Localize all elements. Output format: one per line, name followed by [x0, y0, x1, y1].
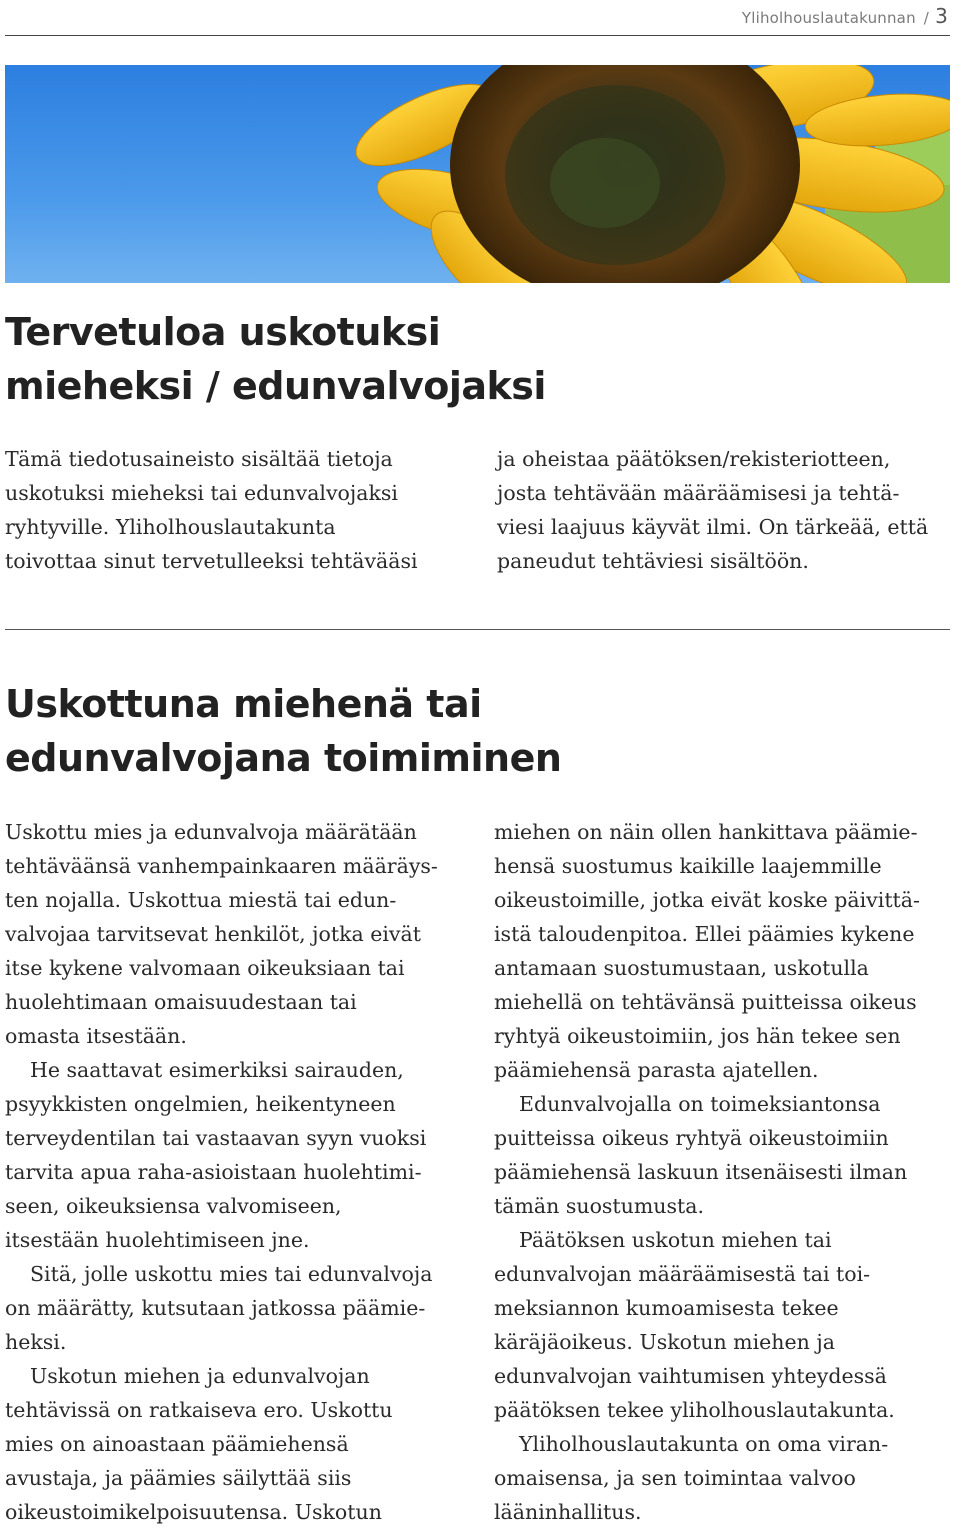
text-line: oikeustoimikelpoisuutensa. Uskotun	[5, 1500, 382, 1524]
section-heading-line2: edunvalvojana toimiminen	[5, 736, 562, 780]
text-line: itse kykene valvomaan oikeuksiaan tai	[5, 956, 405, 980]
text-line: psyykkisten ongelmien, heikentyneen	[5, 1092, 396, 1116]
text-line: tehtäväänsä vanhempainkaaren määräys-	[5, 854, 438, 878]
welcome-heading	[5, 305, 905, 413]
section-divider	[5, 629, 950, 630]
text-line: puitteissa oikeus ryhtyä oikeustoimiin	[494, 1126, 889, 1150]
text-line: päätöksen tekee yliholhouslautakunta.	[494, 1398, 895, 1422]
text-line: Tämä tiedotusaineisto sisältää tietoja	[5, 447, 393, 471]
text-line: ten nojalla. Uskottua miestä tai edun-	[5, 888, 397, 912]
text-line: Sitä, jolle uskottu mies tai edunvalvoja	[30, 1262, 433, 1286]
intro-left-column	[5, 442, 445, 578]
paragraph	[5, 1053, 460, 1257]
text-line: ja oheistaa päätöksen/rekisteriotteen,	[497, 447, 891, 471]
text-line: huolehtimaan omaisuudestaan tai	[5, 990, 357, 1014]
separator-slash: /	[923, 9, 930, 27]
text-line: uskotuksi mieheksi tai edunvalvojaksi	[5, 481, 398, 505]
text-line: heksi.	[5, 1330, 67, 1354]
section-heading	[5, 677, 905, 785]
paragraph	[494, 1223, 952, 1427]
text-line: tämän suostumusta.	[494, 1194, 705, 1218]
text-line: paneudut tehtäviesi sisältöön.	[497, 549, 809, 573]
paragraph	[494, 1087, 952, 1223]
text-line: antamaan suostumustaan, uskotulla	[494, 956, 869, 980]
text-line: Päätöksen uskotun miehen tai	[519, 1228, 832, 1252]
paragraph	[494, 1427, 952, 1529]
text-line: seen, oikeuksiensa valvomiseen,	[5, 1194, 342, 1218]
text-line: miehellä on tehtävänsä puitteissa oikeus	[494, 990, 917, 1014]
intro-right-column	[497, 442, 952, 578]
text-line: He saattavat esimerkiksi sairauden,	[30, 1058, 404, 1082]
text-line: mies on ainoastaan päämiehensä	[5, 1432, 349, 1456]
welcome-heading-line1: Tervetuloa uskotuksi	[5, 310, 441, 354]
text-line: lääninhallitus.	[494, 1500, 642, 1524]
section-heading-line1: Uskottuna miehenä tai	[5, 682, 482, 726]
text-line: itsestään huolehtimiseen jne.	[5, 1228, 310, 1252]
text-line: avustaja, ja päämies säilyttää siis	[5, 1466, 352, 1490]
text-line: ryhtyä oikeustoimiin, jos hän tekee sen	[494, 1024, 901, 1048]
text-line: ryhtyville. Yliholhouslautakunta	[5, 515, 336, 539]
text-line: istä taloudenpitoa. Ellei päämies kykene	[494, 922, 915, 946]
running-head	[742, 4, 948, 28]
text-line: hensä suostumus kaikille laajemmille	[494, 854, 882, 878]
text-line: toivottaa sinut tervetulleeksi tehtävääsi	[5, 549, 418, 573]
text-line: valvojaa tarvitsevat henkilöt, jotka eivät	[5, 922, 421, 946]
text-line: omasta itsestään.	[5, 1024, 187, 1048]
text-line: tehtävissä on ratkaiseva ero. Uskottu	[5, 1398, 393, 1422]
text-line: käräjäoikeus. Uskotun miehen ja	[494, 1330, 835, 1354]
text-line: Uskottu mies ja edunvalvoja määrätään	[5, 820, 417, 844]
text-line: edunvalvojan määräämisestä tai toi-	[494, 1262, 871, 1286]
text-line: päämiehensä laskuun itsenäisesti ilman	[494, 1160, 908, 1184]
welcome-heading-line2: mieheksi / edunvalvojaksi	[5, 364, 546, 408]
text-line: oikeustoimille, jotka eivät koske päivittä-	[494, 888, 920, 912]
sunflower-illustration	[5, 65, 950, 283]
text-line: Uskotun miehen ja edunvalvojan	[30, 1364, 370, 1388]
page-number: 3	[935, 4, 948, 28]
text-line: tarvita apua raha-asioistaan huolehtimi-	[5, 1160, 422, 1184]
text-line: Edunvalvojalla on toimeksiantonsa	[519, 1092, 881, 1116]
text-line: josta tehtävään määräämisesi ja tehtä-	[497, 481, 900, 505]
running-title: Yliholhouslautakunnan	[741, 9, 916, 27]
text-line: edunvalvojan vaihtumisen yhteydessä	[494, 1364, 887, 1388]
paragraph	[5, 1359, 460, 1529]
text-line: Yliholhouslautakunta on oma viran-	[519, 1432, 889, 1456]
text-line: terveydentilan tai vastaavan syyn vuoksi	[5, 1126, 427, 1150]
body-right-column	[494, 815, 952, 1529]
text-line: päämiehensä parasta ajatellen.	[494, 1058, 819, 1082]
body-left-column	[5, 815, 460, 1529]
header-rule	[5, 35, 950, 36]
sunflower-photo	[5, 65, 950, 283]
text-line: meksiannon kumoamisesta tekee	[494, 1296, 839, 1320]
paragraph	[5, 1257, 460, 1359]
text-line: omaisensa, ja sen toimintaa valvoo	[494, 1466, 856, 1490]
text-line: viesi laajuus käyvät ilmi. On tärkeää, että	[497, 515, 929, 539]
text-line: on määrätty, kutsutaan jatkossa päämie-	[5, 1296, 426, 1320]
text-line: miehen on näin ollen hankittava päämie-	[494, 820, 918, 844]
paragraph	[5, 815, 460, 1053]
paragraph	[494, 815, 952, 1087]
